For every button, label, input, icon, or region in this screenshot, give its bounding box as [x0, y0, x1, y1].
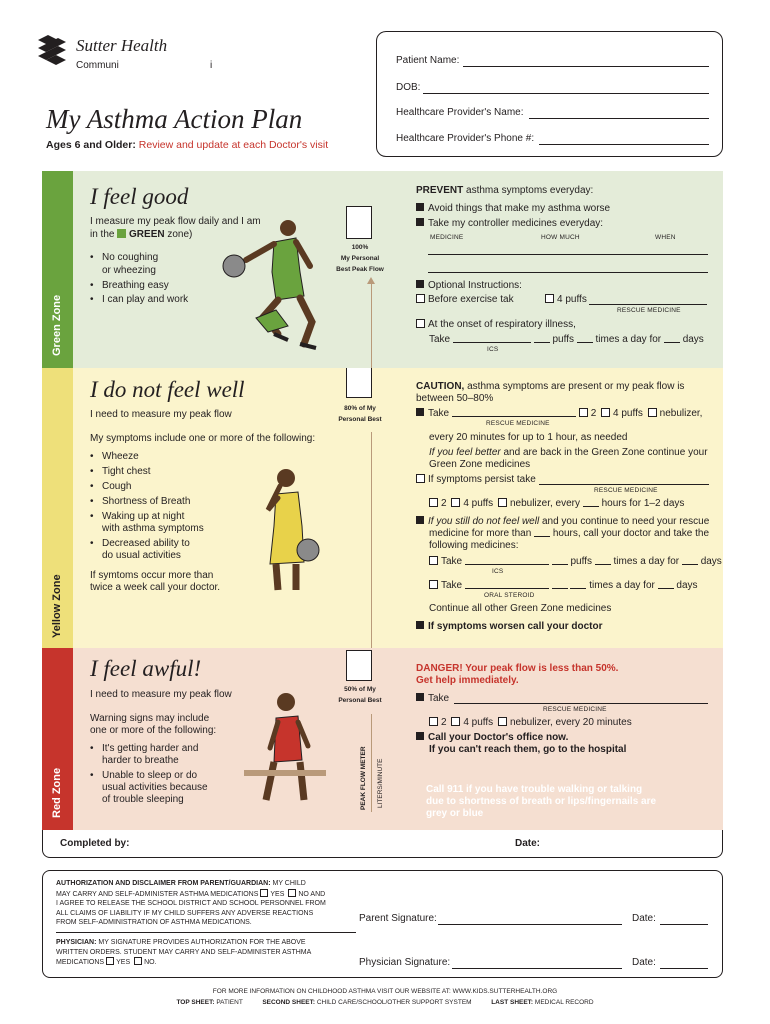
- yellow-bullet-6b: do usual activities: [102, 550, 181, 561]
- yellow-symptoms-intro: My symptoms include one or more of the following:: [90, 433, 316, 444]
- still-row: [416, 516, 709, 527]
- parent-2a: MAY CARRY AND SELF-ADMINISTER ASTHMA MEDICATIONS: [56, 890, 259, 898]
- yellow-steroid-blank[interactable]: [465, 580, 549, 589]
- red-take-line[interactable]: [454, 703, 708, 704]
- physician-date-field[interactable]: [660, 968, 708, 969]
- persist-2-label: 2: [441, 498, 447, 509]
- physician-yes-checkbox[interactable]: [106, 957, 114, 965]
- physician-signature-label: Physician Signature:: [359, 957, 451, 968]
- green-bullet-3: • I can play and work: [102, 294, 188, 305]
- call-911-1: Call 911 if you have trouble walking or talking: [426, 784, 643, 795]
- basketball-player-illustration: [216, 214, 326, 354]
- parent-1: MY CHILD: [272, 880, 306, 887]
- last-sheet-bold: LAST SHEET:: [491, 999, 534, 1006]
- if-persist-text: If symptoms persist take: [428, 474, 536, 485]
- worsen-row: [416, 621, 602, 632]
- still-line2: [429, 528, 709, 539]
- call-doctor-row: [416, 732, 568, 743]
- caution-rest: asthma symptoms are present or my peak flow is: [467, 381, 685, 392]
- green-4puffs-text: 4 puffs: [557, 294, 587, 305]
- prevent-rest: asthma symptoms everyday:: [466, 185, 594, 196]
- yellow-steroid-b3[interactable]: [570, 580, 586, 589]
- provider-name-label: Healthcare Provider's Name:: [396, 107, 524, 118]
- green-take-row: [429, 334, 704, 345]
- physician-3a: MEDICATIONS: [56, 959, 105, 966]
- yellow-pf-line1: Personal Best: [338, 416, 382, 423]
- onset-checkbox[interactable]: [416, 319, 425, 328]
- persist-neb-checkbox[interactable]: [498, 498, 507, 507]
- yellow-zone-label: Yellow Zone: [51, 574, 63, 638]
- parent-line-2: [56, 889, 356, 900]
- yellow-steroid-row: [429, 580, 698, 591]
- controller-text: Take my controller medicines everyday:: [428, 218, 604, 229]
- optional-item: [416, 280, 522, 291]
- subtitle-rest: Review and update at each Doctor's visit: [138, 139, 329, 151]
- yellow-steroid-take: Take: [441, 580, 463, 591]
- before-exercise-checkbox[interactable]: [416, 294, 425, 303]
- green-days-blank[interactable]: [664, 334, 680, 343]
- parent-signature-label: Parent Signature:: [359, 913, 437, 924]
- green-times-blank[interactable]: [577, 334, 593, 343]
- red-bullet-2c: of trouble sleeping: [102, 794, 184, 805]
- still-italic: If you still do not feel well: [428, 516, 540, 527]
- top-sheet-bold: TOP SHEET:: [176, 999, 215, 1006]
- yellow-ics-days-blank[interactable]: [682, 556, 698, 565]
- red-bullet-2b: usual activities because: [102, 782, 208, 793]
- green-times-label: times a day for: [595, 334, 662, 345]
- yellow-bullet-5b: with asthma symptoms: [102, 523, 204, 534]
- before-exercise-text: Before exercise tak: [428, 294, 514, 305]
- parent-signature-field[interactable]: [438, 924, 622, 925]
- green-measure-2b: GREEN: [129, 229, 165, 240]
- red-2-label: 2: [441, 717, 447, 728]
- yellow-rescue-label-1: RESCUE MEDICINE: [486, 420, 550, 427]
- persist-4puffs-checkbox[interactable]: [451, 498, 460, 507]
- red-zone-label: Red Zone: [51, 767, 63, 818]
- brand-tagline: [76, 60, 226, 71]
- yellow-4puffs-label: 4 puffs: [613, 408, 643, 419]
- yellow-heading: I do not feel well: [90, 377, 245, 402]
- call-911-3: grey or blue: [426, 808, 484, 819]
- green-swatch: [117, 229, 126, 238]
- patient-name-label: Patient Name:: [396, 55, 460, 66]
- continue-all: Continue all other Green Zone medicines: [429, 603, 612, 614]
- yellow-ics-label: ICS: [492, 568, 504, 575]
- worsen-text: If symptoms worsen call your doctor: [428, 621, 603, 632]
- col-when: WHEN: [655, 234, 676, 241]
- physician-no-checkbox[interactable]: [134, 957, 142, 965]
- persist-2-checkbox[interactable]: [429, 498, 438, 507]
- green-pf-line2: Best Peak Flow: [336, 266, 384, 273]
- green-rescue-line[interactable]: [589, 304, 707, 305]
- parent-line-5: FROM SELF-ADMINISTRATION OF ASTHMA MEDICATIONS.: [56, 919, 252, 926]
- still-line3: following medicines:: [429, 540, 519, 551]
- caution-line2: between 50–80%: [416, 393, 494, 404]
- brand-name: Sutter Health: [76, 36, 168, 55]
- caution-heading: [416, 381, 684, 392]
- green-peak-flow-box[interactable]: [346, 206, 372, 239]
- yellow-measure: I need to measure my peak flow: [90, 409, 232, 420]
- optional-text: Optional Instructions:: [428, 280, 522, 291]
- physician-yes-label: YES: [116, 959, 131, 966]
- col-how-much: HOW MUCH: [541, 234, 580, 241]
- controller-line-1[interactable]: [428, 254, 708, 255]
- physician-signature-field[interactable]: [452, 968, 622, 969]
- call-doctor-text: Call your Doctor's office now.: [428, 732, 569, 743]
- green-take-blank[interactable]: [453, 334, 531, 343]
- page-title: My Asthma Action Plan: [46, 104, 303, 134]
- yellow-peak-flow-box[interactable]: [346, 368, 372, 398]
- yellow-bullet-6: • Decreased ability to: [102, 538, 190, 549]
- if-persist-row: [416, 474, 536, 485]
- provider-phone-field[interactable]: [539, 144, 709, 145]
- green-take-label: Take: [429, 334, 451, 345]
- yellow-bullet-5: • Waking up at night: [102, 511, 184, 522]
- green-arrow-head-icon: [367, 277, 375, 284]
- red-measure: I need to measure my peak flow: [90, 689, 232, 700]
- red-rescue-label: RESCUE MEDICINE: [543, 706, 607, 713]
- green-pf-line1: My Personal: [340, 255, 380, 262]
- green-pf-pct: 100%: [351, 244, 369, 251]
- yellow-steroid-days: days: [676, 580, 698, 591]
- yellow-ics-row: [429, 556, 722, 567]
- yellow-ics-blank[interactable]: [465, 556, 549, 565]
- green-4puffs-row: [545, 294, 587, 305]
- yellow-rescue-label-2: RESCUE MEDICINE: [594, 487, 658, 494]
- red-peak-flow-box[interactable]: [346, 650, 372, 681]
- physician-no-label: NO.: [144, 959, 157, 966]
- green-4puffs-checkbox[interactable]: [545, 294, 554, 303]
- red-bullet-1: • It's getting harder and: [102, 743, 198, 754]
- caution-bold: CAUTION,: [416, 381, 465, 392]
- green-bullet-1: • No coughing: [102, 252, 158, 263]
- red-options-row: [429, 717, 632, 728]
- parent-yes-label: YES: [270, 890, 285, 898]
- red-4puffs-label: 4 puffs: [463, 717, 494, 728]
- yellow-steroid-times: times a day for: [589, 580, 655, 591]
- if-better-italic: If you feel better: [429, 447, 501, 458]
- red-2-checkbox[interactable]: [429, 717, 438, 726]
- green-rescue-label: RESCUE MEDICINE: [617, 307, 681, 314]
- footer-sheets: [0, 999, 770, 1006]
- provider-name-field[interactable]: [529, 118, 709, 119]
- yellow-pf-pct: 80% of My: [344, 405, 376, 412]
- tagline-left: Communi: [76, 60, 119, 71]
- yellow-oral-steroid-label: ORAL STEROID: [484, 592, 535, 599]
- dob-label: DOB:: [396, 82, 421, 93]
- green-puffs-label: puffs: [552, 334, 574, 345]
- red-4puffs-checkbox[interactable]: [451, 717, 460, 726]
- yellow-arrow-line: [371, 432, 372, 648]
- persist-neb-label: nebulizer, every: [509, 498, 581, 509]
- if-persist-checkbox[interactable]: [416, 474, 425, 483]
- avoid-text: Avoid things that make my asthma worse: [428, 203, 611, 214]
- completed-box: [42, 830, 723, 858]
- before-exercise-row: [416, 294, 514, 305]
- yellow-ics-checkbox[interactable]: [429, 556, 438, 565]
- persist-options-row: [429, 498, 684, 509]
- physician-line-1: [56, 938, 356, 948]
- controller-line-2[interactable]: [428, 272, 708, 273]
- tagline-right: i: [210, 60, 213, 71]
- yellow-every-20: every 20 minutes for up to 1 hour, as needed: [429, 432, 628, 443]
- red-bullet-1b: harder to breathe: [102, 755, 179, 766]
- still-line2b: hours, call your doctor and take the: [552, 528, 710, 539]
- parent-line-1: [56, 879, 356, 889]
- green-days-label: days: [682, 334, 704, 345]
- yellow-ics-puffs: puffs: [570, 556, 592, 567]
- yellow-neb-label: nebulizer,: [659, 408, 703, 419]
- parent-date-field[interactable]: [660, 924, 708, 925]
- yellow-ics-times-blank[interactable]: [595, 556, 611, 565]
- prevent-bold: PREVENT: [416, 185, 464, 196]
- green-arrow-line: [371, 282, 372, 368]
- danger-1: DANGER! Your peak flow is less than 50%.: [416, 663, 619, 674]
- completed-date-label: Date:: [515, 838, 541, 849]
- red-neb-checkbox[interactable]: [498, 717, 507, 726]
- completed-by-label: Completed by:: [60, 838, 130, 849]
- parent-line-3: I AGREE TO RELEASE THE SCHOOL DISTRICT AND SCHOOL PERSONNEL FROM: [56, 900, 326, 907]
- physician-authorization-text: [56, 938, 356, 968]
- patient-name-field[interactable]: [463, 66, 709, 67]
- still-line2a: medicine for more than: [429, 528, 532, 539]
- danger-2: Get help immediately.: [416, 675, 519, 686]
- yellow-2-checkbox[interactable]: [579, 408, 588, 417]
- sitting-child-illustration: [240, 688, 330, 808]
- yellow-if-better: [429, 447, 708, 458]
- auth-divider: [56, 932, 356, 933]
- if-persist-line[interactable]: [539, 484, 709, 485]
- yellow-neb-checkbox[interactable]: [648, 408, 657, 417]
- red-heading: I feel awful!: [90, 656, 202, 681]
- yellow-steroid-days-blank[interactable]: [658, 580, 674, 589]
- logo-mark-icon: [34, 34, 70, 68]
- prevent-heading: [416, 185, 593, 196]
- yellow-bullet-2: • Tight chest: [102, 466, 151, 477]
- second-sheet-bold: SECOND SHEET:: [262, 999, 316, 1006]
- physician-line-3: [56, 957, 356, 968]
- yellow-if-better-2: Green Zone medicines: [429, 459, 531, 470]
- red-take-row: [416, 693, 449, 704]
- parent-yes-checkbox[interactable]: [260, 889, 268, 897]
- col-medicine: MEDICINE: [430, 234, 464, 241]
- dob-field[interactable]: [423, 93, 709, 94]
- yellow-steroid-b2[interactable]: [552, 580, 568, 589]
- second-sheet-text: CHILD CARE/SCHOOL/OTHER SUPPORT SYSTEM: [316, 999, 472, 1006]
- green-measure-1: I measure my peak flow daily and I am: [90, 216, 261, 227]
- red-pf-line1: Personal Best: [338, 697, 382, 704]
- green-measure-2a: in the: [90, 229, 115, 240]
- subtitle-bold: Ages 6 and Older:: [46, 139, 136, 151]
- physician-line-2: WRITTEN ORDERS. STUDENT MAY CARRY AND SELF-ADMINISTER ASTHMA: [56, 948, 312, 956]
- yellow-ics-take: Take: [441, 556, 463, 567]
- physician-1: MY SIGNATURE PROVIDES AUTHORIZATION FOR THE ABOVE: [98, 939, 306, 946]
- yellow-ics-times: times a day for: [613, 556, 680, 567]
- persist-4puffs-label: 4 puffs: [463, 498, 494, 509]
- parent-authorization-text: [56, 879, 356, 928]
- onset-text: At the onset of respiratory illness,: [428, 319, 576, 330]
- yellow-ics-days: days: [700, 556, 722, 567]
- parent-bold: AUTHORIZATION AND DISCLAIMER FROM PARENT/GUARDIAN:: [56, 880, 271, 887]
- physician-date-label: Date:: [632, 957, 656, 968]
- red-warning-2: one or more of the following:: [90, 725, 217, 736]
- avoid-item: [416, 203, 610, 214]
- yellow-4puffs-checkbox[interactable]: [601, 408, 610, 417]
- yellow-bullet-1: • Wheeze: [102, 451, 139, 462]
- green-puffs-blank[interactable]: [534, 334, 550, 343]
- yellow-bullet-3: • Cough: [102, 481, 131, 492]
- hospital-text: If you can't reach them, go to the hospital: [429, 744, 627, 755]
- if-better-rest: and are back in the Green Zone continue your: [503, 447, 708, 458]
- page-subtitle: [46, 139, 328, 151]
- call-911-2: due to shortness of breath or lips/fingernails are: [426, 796, 657, 807]
- red-arrow-line: [371, 714, 372, 812]
- physician-bold: PHYSICIAN:: [56, 939, 97, 946]
- green-measure-2c: zone): [167, 229, 193, 240]
- yellow-2-label: 2: [590, 408, 597, 419]
- green-bullet-2: • Breathing easy: [102, 280, 169, 291]
- red-warning-1: Warning signs may include: [90, 713, 210, 724]
- yellow-take-row: [416, 408, 702, 419]
- parent-line-4: ALL CLAIMS OF LIABILITY IF MY CHILD SUFFERS ANY ADVERSE REACTIONS: [56, 909, 314, 917]
- peak-flow-meter-label: PEAK FLOW METER: [360, 746, 367, 810]
- patient-info-box: [376, 31, 723, 157]
- controller-item: [416, 218, 603, 229]
- red-take-label: Take: [428, 693, 450, 704]
- yellow-take-blank[interactable]: [452, 408, 576, 417]
- persist-hours-blank[interactable]: [583, 498, 599, 507]
- last-sheet-text: MEDICAL RECORD: [534, 999, 594, 1006]
- yellow-take-label: Take: [428, 408, 450, 419]
- yellow-occur-2: twice a week call your doctor.: [90, 582, 221, 593]
- onset-row: [416, 319, 576, 330]
- top-sheet-text: PATIENT: [216, 999, 243, 1006]
- parent-date-label: Date:: [632, 913, 656, 924]
- red-bullet-2: • Unable to sleep or do: [102, 770, 197, 781]
- green-ics-label: ICS: [487, 346, 499, 353]
- green-bullet-1b: or wheezing: [102, 265, 156, 276]
- still-hours-blank[interactable]: [534, 528, 550, 537]
- still-rest: and you continue to need your rescue: [541, 516, 710, 527]
- footer-more-info: FOR MORE INFORMATION ON CHILDHOOD ASTHMA VISIT OUR WEBSITE AT: WWW.KIDS.SUTTERHEALTH.ORG: [212, 988, 558, 995]
- parent-no-checkbox[interactable]: [288, 889, 296, 897]
- parent-no-label: NO AND: [298, 890, 326, 898]
- yellow-occur-1: If symtoms occur more than: [90, 570, 214, 581]
- red-pf-pct: 50% of My: [344, 686, 376, 693]
- provider-phone-label: Healthcare Provider's Phone #:: [396, 133, 535, 144]
- yellow-steroid-checkbox[interactable]: [429, 580, 438, 589]
- persist-hours-label: hours for 1–2 days: [601, 498, 685, 509]
- green-measure-2: [90, 229, 192, 240]
- green-zone-label: Green Zone: [51, 294, 63, 356]
- red-neb-label: nebulizer, every 20 minutes: [509, 717, 632, 728]
- coughing-child-illustration: [250, 464, 330, 594]
- liters-minute-label: LITERS/MINUTE: [377, 758, 384, 808]
- green-heading: I feel good: [90, 184, 189, 209]
- sutter-logo: [34, 34, 70, 68]
- yellow-ics-puffs-blank[interactable]: [552, 556, 568, 565]
- yellow-bullet-4: • Shortness of Breath: [102, 496, 190, 507]
